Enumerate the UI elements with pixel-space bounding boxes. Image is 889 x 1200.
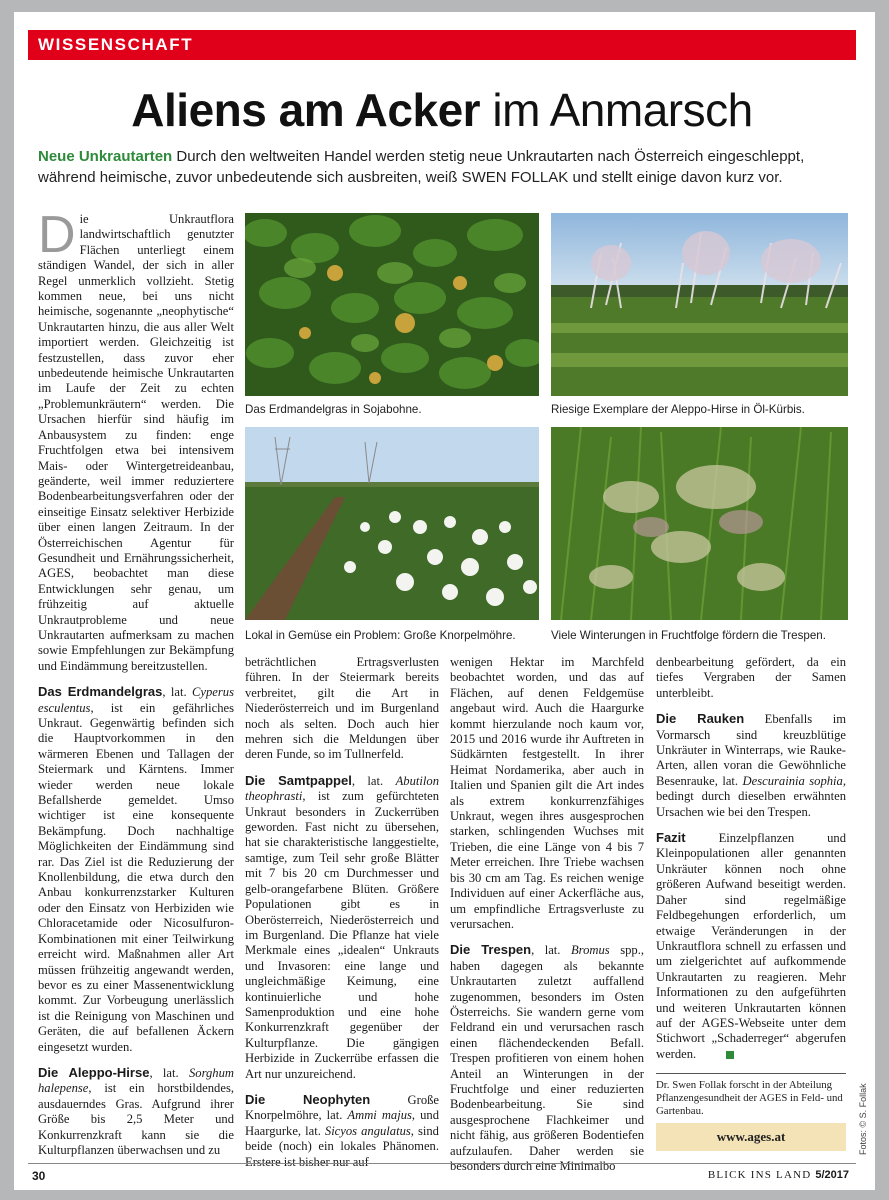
section-tag-label: WISSENSCHAFT [38,35,194,54]
column-2 [245,655,439,1170]
end-mark-icon [726,1051,734,1059]
column-4 [656,655,846,1062]
photo-knorpelmoehre [245,427,539,620]
headline-bold: Aliens am Acker [131,84,481,136]
intro-paragraph [38,206,234,674]
fazit-heading: Fazit [656,830,686,846]
samtpappel-text: , ist zum gefürchteten Unkraut besonders in Zuckerrüben geworden. Fast nicht zu übersehen, hat sie charakteristische langgestielte, samtige, zum Teil sehr große Blätter mit 7 bis 20 cm Durchmesser und gelb-orangefarbene Blüten. Größere Populationen gibt es in Oberösterreich, Niederösterreich und im Burgenland. Die Pflanze hat viele Merkmale eines „idealen“ Unkrauts und Invasoren: eine lange und ungleichmäßige Keimung, eine kontinuierliche und hohe Samenproduktion und eine hohe Konkurrenzkraft gegenüber der Kulturpflanze. Die gängigen Herbizide in Zuckerrübe erfassen die Art nur unzureichend. [245,789,439,1081]
aleppo-paragraph [38,1065,234,1158]
lead-kicker: Neue Unkrautarten [38,148,173,165]
erdmandelgras-paragraph [38,684,234,1055]
samtpappel-heading: Die Samtpappel [245,772,352,788]
lat-prefix: , lat. [531,943,571,958]
author-bio: Dr. Swen Follak forscht in der Abteilung Pflanzengesundheit der AGES in Feld- und Gartenbau. [656,1079,843,1117]
magazine-name: BLICK INS LAND [707,1169,812,1181]
photo-erdmandelgras [245,213,539,396]
column-3 [450,655,644,1174]
dropcap: D [38,206,76,264]
aleppo-text: , ist ein horstbildendes, ausdauerndes Gras. Aufgrund ihrer Größe bis 2,5 Meter und Konkurrenzkraft kann sie die Kulturpflanzen überwachsen und zu [38,1081,234,1157]
lead-text: Durch den weltweiten Handel werden stetig neue Unkrautarten nach Österreich eingeschleppt, während heimische, zuvor unbedeutende sich ausbreiten, weiß SWEN FOLLAK und stellt einige davon kurz vor. [38,148,805,186]
lat-prefix: , lat. [162,685,193,700]
samtpappel-paragraph [245,773,439,1082]
caption-photo-4: Viele Winterungen in Fruchtfolge fördern die Trespen. [551,629,826,642]
intro-text: ie Unkrautflora landwirtschaftlich genutzter Flächen unterliegt einem ständigen Wandel, der sich in aller Regel unmerklich vollzieht. Stetig kommen neue, bei uns nicht heimische, sogenannte „neophytische“ Unkrautarten hinzu, die aus aller Welt importiert werden. Gleichzeitig ist festzustellen, dass zuvor eher unbedeutende heimische Unkrautarten im Laufe der Zeit zu echten „Problemunkräutern“ werden. Die Ursachen hierfür sind häufig im Anbausystem zu finden: enge Fruchtfolgen etwa bei intensivem Mais- oder Wintergetreideanbau, geänderte, weil immer reduziertere Bodenbearbeitungsverfahren oder der einseitige Einsatz selektiver Herbizide über einen langen Zeitraum. In der Österreichischen Agentur für Gesundheit und Ernährungssicherheit, AGES, beobachtet man diese Entwicklungen sehr genau, um frühzeitig auf aktuelle Unkrautprobleme und neue Unkrautarten aufmerksam zu machen sowie Empfehlungen zur Bekämpfung und Eindämmung bereitzustellen. [38,212,234,673]
lat-prefix: , lat. [351,773,396,788]
fazit-text: Einzelpflanzen und Kleinpopulationen aller genannten Unkräuter können noch ohne größeren Aufwand beseitigt werden. Daher sind regelmäßige Feldbegehungen erforderlich, um etwaige Veränderungen in der Unkrautflora schnell zu erfassen und um zielgerichtet auf aufkommende Unkrautarten zu reagieren. Mehr Informationen zu den aufgeführten und weiteren Unkrautarten können auf der AGES-Webseite unter dem Stichwort „Schaderreger“ abgerufen werden. [656,831,846,1061]
erdmandelgras-latin: Cyperus esculentus [38,685,234,715]
erdmandelgras-heading: Das Erdmandelgras [38,684,163,700]
neophyten-latin-a: Ammi majus [347,1108,412,1123]
caption-photo-1: Das Erdmandelgras in Sojabohne. [245,403,422,416]
rauken-latin: Descurainia sophia [742,773,843,788]
neophyten-heading: Die Neophyten [245,1091,371,1107]
headline [28,84,856,136]
neophyten-text-c: , sind beide (noch) ein lokales Phänomen. Erstere ist bisher nur auf [245,1123,439,1169]
fazit-paragraph [656,830,846,1062]
trespen-latin: Bromus [570,943,610,958]
photo-trespen [551,427,848,620]
column-1 [38,206,234,1158]
neophyten-text-b: , und Haargurke, lat. [245,1108,439,1138]
rauken-text-b: , bedingt durch dieselben erwähnten Ursachen wie bei den Trespen. [656,773,846,819]
aleppo-heading: Die Aleppo-Hirse [38,1064,150,1080]
trespen-continued: denbearbeitung gefördert, da ein tiefes Vergraben der Samen unterbleibt. [656,655,846,700]
caption-photo-2: Riesige Exemplare der Aleppo-Hirse in Öl-Kürbis. [551,403,805,416]
samtpappel-latin: Abutilon theophrasti [245,773,439,804]
lat-prefix: , lat. [149,1065,189,1080]
neophyten-continued: wenigen Hektar im Marchfeld beobachtet worden, und das auf Flächen, auf denen Feldgemüse angebaut wird. Auch die Haargurke kommt hierzulande noch kaum vor, 2015 und 2016 wurde ihr Auftreten in Südkärnten festgestellt. In ihrer Heimat Nordamerika, aber auch in Italien und Spanien gilt die Art indes als extrem konkurrenzfähiges Unkraut, wegen ihres ausgesprochen starken, schlingenden Wuchses mit Trieben, die eine Länge von 4 bis 7 Meter erreichen. Ihre Triebe wachsen bis 30 cm am Tag. Es reichen wenige Individuen auf einer Ackerfläche aus, um empfindliche Ertragsverluste zu verursachen. [450,655,644,931]
aleppo-latin: Sorghum halepense [38,1065,234,1096]
bio-divider [656,1073,846,1074]
footer-divider [28,1163,856,1164]
website-link[interactable]: www.ages.at [656,1123,846,1151]
page-number: 30 [32,1169,46,1183]
magazine-footer [708,1169,849,1181]
neophyten-paragraph [245,1092,439,1170]
aleppo-continued: beträchtlichen Ertragsverlusten führen. In der Steiermark bereits verbreitet, gilt die Art in Niederösterreich und im Burgenland noch als selten. Doch auch hier mehren sich die Meldungen über deren Funde, so im Tullnerfeld. [245,655,439,762]
photo-aleppo-hirse [551,213,848,396]
erdmandelgras-text: , ist ein gefährliches Unkraut. Gegenwärtig befinden sich die Hauptvorkommen in den wärmeren Ebenen und Tallagen der Steiermark und Kärntens. Immer wieder werden neue lokale Befallsherde gemeldet. Umso wichtiger ist eine konsequente Bekämpfung. Doch nachhaltige Möglichkeiten der Eindämmung sind rar. Das Ziel ist die Reduzierung der Knollenbildung, die etwa durch den Anbau konkurrenzstarker Kulturen oder den Einsatz von Herbiziden wie Chloracetamide oder Nicosulfuron-Kombinationen mit einer Teilwirkung erreicht wird. Maßnahmen aller Art müssen frühzeitig angewandt werden, bevor es zu einer Massenentwicklung kommt. Zur Vorbeugung unerlässlich ist die Reinigung von Maschinen und Geräten, die auf befallenen Äckern eingesetzt wurden. [38,700,234,1054]
photo-credit: Fotos: © S. Follak [858,1083,868,1155]
caption-photo-3: Lokal in Gemüse ein Problem: Große Knorpelmöhre. [245,629,516,642]
trespen-text: spp., haben dagegen als bekannte Unkrautarten zuletzt auffallend zugenommen, besonders im Osten Österreichs. Sie wandern gerne vom Feldrand ein und verursachen rasch einen flächendeckenden Befall. Trespen profitieren von einem hohen Anteil an Winterungen in der Fruchtfolge und einer reduzierten Bodenbearbeitung. Sie sind ausgesprochene Flachkeimer und nicht fähig, aus größeren Bodentiefen aufzulaufen. Daher werden sie besonders durch eine Minimalbo [450,943,644,1173]
section-tag [28,30,856,60]
trespen-heading: Die Trespen [450,942,532,958]
lead-paragraph [38,146,858,188]
trespen-paragraph [450,942,644,1174]
neophyten-latin-b: Sicyos angulatus [324,1123,411,1138]
issue-number: 5/2017 [815,1169,849,1181]
rauken-paragraph [656,711,846,820]
rauken-heading: Die Rauken [656,711,745,727]
headline-light: im Anmarsch [492,84,753,136]
neophyten-text-a: Große Knorpelmöhre, lat. [245,1092,440,1123]
rauken-text-a: Ebenfalls im Vormarsch sind kreuzblütige Unkräuter in Winterraps, wie Rauke-Arten, allen voran die Gewöhnliche Besenrauke, lat. [656,712,846,788]
